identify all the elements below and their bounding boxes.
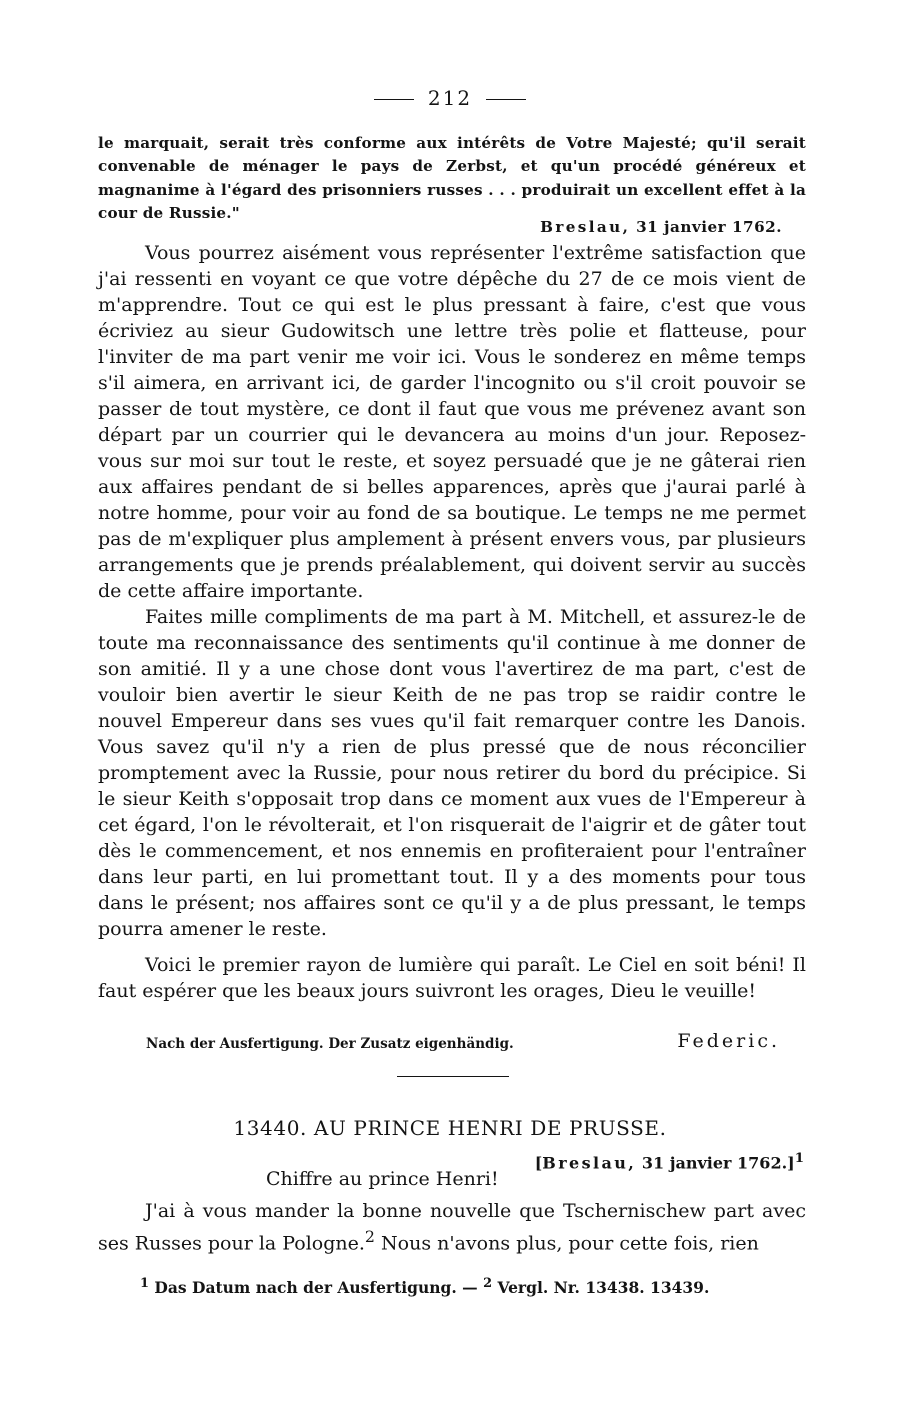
- footnote-2-mark: 2: [483, 1276, 493, 1291]
- page-number: 212: [427, 86, 473, 110]
- letter2-text-end: Nous n'avons plus, pour cette fois, rien: [375, 1232, 759, 1255]
- letter-body-2: [98, 1198, 806, 1256]
- letter2-text: J'ai à vous mander la bonne nouvelle que Tschernischew part avec ses Russes pour la Pologne.: [98, 1200, 806, 1255]
- section-divider: [397, 1076, 509, 1077]
- footnote-1: Das Datum nach der Ausfertigung.: [154, 1278, 457, 1298]
- dateline2-bracket: [: [534, 1153, 543, 1173]
- letter-paragraph-2: Faites mille compliments de ma part à M. Mitchell, et assurez-le de toute ma reconnaissance des sentiments qu'il continue à me donner de son amitié. Il y a une chose dont vous l'avertirez de ma part, c'est de vouloir bien avertir le sieur Keith de ne pas trop se raidir contre le nouvel Empereur dans ses vues qu'il fait remarquer contre les Danois. Vous savez qu'il n'y a rien de plus pressé que de nous réconcilier promptement avec la Russie, pour nous retirer du bord du précipice. Si le sieur Keith s'opposait trop dans ce moment aux vues de l'Empereur à cet égard, l'on le révolterait, et l'on risquerait de l'aigrir et de gâter tout dès le commencement, et nos ennemis en profiteraient pour l'entraîner dans leur parti, en lui promettant tout. Il y a des moments pour tous dans le présent; nos affaires sont ce qu'il y a de plus pressant, le temps pourra amener le reste.: [98, 606, 806, 940]
- footnote-separator: —: [462, 1278, 478, 1298]
- footnote-1-mark: 1: [140, 1276, 149, 1291]
- cipher-line: Chiffre au prince Henri!: [266, 1168, 499, 1190]
- signature: Federic.: [677, 1030, 780, 1052]
- footnote-ref-1: 1: [794, 1150, 804, 1166]
- footnotes: [140, 1276, 709, 1297]
- letter-heading: 13440. AU PRINCE HENRI DE PRUSSE.: [233, 1116, 667, 1140]
- dateline2-date: 31 janvier 1762.]: [641, 1153, 795, 1173]
- letter2-paragraph: [98, 1198, 806, 1256]
- execution-note: Nach der Ausfertigung. Der Zusatz eigenhändig.: [146, 1036, 514, 1052]
- header-dash-left: [374, 99, 414, 100]
- footnote-2: Vergl. Nr. 13438. 13439.: [497, 1278, 710, 1298]
- letter-dateline-2: [535, 1150, 804, 1172]
- letter-body: [98, 240, 806, 1004]
- quoted-passage: le marquait, serait très conforme aux intérêts de Votre Majesté; qu'il serait convenable de ménager le pays de Zerbst, et qu'un procédé généreux et magnanime à l'égard des prisonniers russes . . . produirait un excellent effet à la cour de Russie.": [98, 134, 806, 223]
- dateline-place: Breslau,: [540, 218, 631, 236]
- letter-dateline: [540, 218, 782, 236]
- page-header: [0, 86, 900, 110]
- letter-paragraph-3: Voici le premier rayon de lumière qui paraît. Le Ciel en soit béni! Il faut espérer que les beaux jours suivront les orages, Dieu le veuille!: [98, 954, 806, 1002]
- dateline-date: 31 janvier 1762.: [636, 218, 782, 236]
- header-dash-right: [486, 99, 526, 100]
- signature-row: [98, 1030, 806, 1054]
- letter-paragraph-1: Vous pourrez aisément vous représenter l'extrême satisfaction que j'ai ressenti en voyant ce que votre dépêche du 27 de ce mois vient de m'apprendre. Tout ce qui est le plus pressant à faire, c'est que vous écriviez au sieur Gudowitsch une lettre très polie et flatteuse, pour l'inviter de ma part venir me voir ici. Vous le sonderez en même temps s'il aimera, en arrivant ici, de garder l'incognito ou s'il croit pouvoir se passer de tout mystère, ce dont il faut que vous me prévenez avant son départ par un courrier qui le devancera au moins d'un jour. Reposez-vous sur moi sur tout le reste, et soyez persuadé que je ne gâterai rien aux affaires pendant de si belles apparences, après que j'aurai parlé à notre homme, pour voir au fond de sa boutique. Le temps ne me permet pas de m'expliquer plus amplement à présent envers vous, par plusieurs arrangements que je prends préalablement, qui doivent servir au succès de cette affaire importante.: [98, 242, 806, 602]
- footnote-ref-2: 2: [364, 1227, 375, 1246]
- dateline2-place: Breslau,: [542, 1153, 637, 1173]
